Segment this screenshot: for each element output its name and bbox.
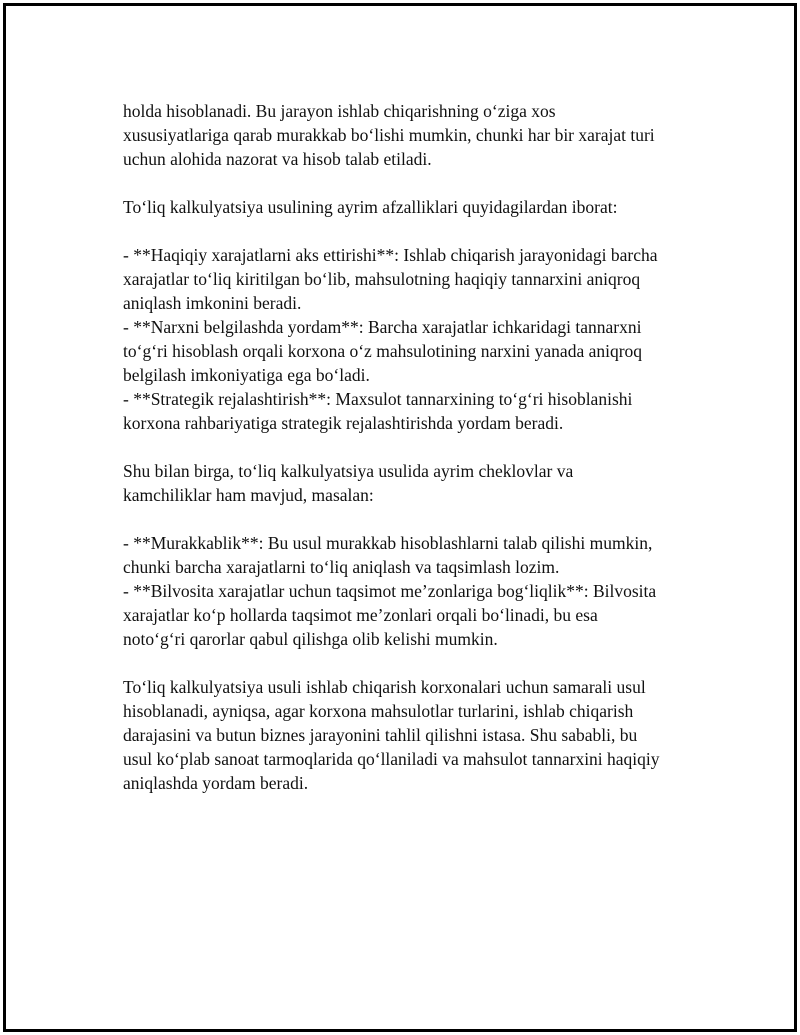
paragraph-gap	[123, 171, 703, 195]
list-item-line: - **Haqiqiy xarajatlarni aks ettirishi**: Ishlab chiqarish jarayonidagi barcha	[123, 245, 658, 265]
list-item-line: belgilash imkoniyatiga ega bo‘ladi.	[123, 365, 370, 385]
list-item-line: to‘g‘ri hisoblash orqali korxona o‘z mahsulotining narxini yanada aniqroq	[123, 341, 643, 361]
text-line: xususiyatlariga qarab murakkab bo‘lishi mumkin, chunki har bir xarajat turi	[123, 125, 655, 145]
paragraph-gap	[123, 507, 703, 531]
list-item-line: - **Narxni belgilashda yordam**: Barcha xarajatlar ichkaridagi tannarxni	[123, 317, 642, 337]
text-line: kamchiliklar ham mavjud, masalan:	[123, 485, 374, 505]
paragraph-gap	[123, 435, 703, 459]
limitations-list	[123, 531, 703, 651]
advantages-list	[123, 243, 703, 435]
paragraph-advantages-intro	[123, 195, 703, 219]
page-frame	[3, 3, 797, 1032]
text-line: Shu bilan birga, to‘liq kalkulyatsiya usulida ayrim cheklovlar va	[123, 461, 574, 481]
list-item-line: - **Bilvosita xarajatlar uchun taqsimot me’zonlariga bog‘liqlik**: Bilvosita	[123, 581, 657, 601]
paragraph-limitations-intro	[123, 459, 703, 507]
text-line: hisoblanadi, ayniqsa, agar korxona mahsulotlar turlarini, ishlab chiqarish	[123, 701, 634, 721]
list-item-line: korxona rahbariyatiga strategik rejalashtirishda yordam beradi.	[123, 413, 564, 433]
text-line: aniqlashda yordam beradi.	[123, 773, 309, 793]
paragraph-gap	[123, 219, 703, 243]
list-item-line: noto‘g‘ri qarorlar qabul qilishga olib kelishi mumkin.	[123, 629, 498, 649]
list-item-line: xarajatlar to‘liq kiritilgan bo‘lib, mahsulotning haqiqiy tannarxini aniqroq	[123, 269, 641, 289]
text-line: holda hisoblanadi. Bu jarayon ishlab chiqarishning o‘ziga xos	[123, 101, 556, 121]
paragraph-continuation	[123, 99, 703, 171]
text-line: uchun alohida nazorat va hisob talab etiladi.	[123, 149, 432, 169]
text-line: To‘liq kalkulyatsiya usulining ayrim afzalliklari quyidagilardan iborat:	[123, 197, 618, 217]
text-line: usul ko‘plab sanoat tarmoqlarida qo‘llaniladi va mahsulot tannarxini haqiqiy	[123, 749, 660, 769]
list-item-line: aniqlash imkonini beradi.	[123, 293, 302, 313]
list-item-line: - **Strategik rejalashtirish**: Maxsulot tannarxining to‘g‘ri hisoblanishi	[123, 389, 633, 409]
list-item-line: chunki barcha xarajatlarni to‘liq aniqlash va taqsimlash lozim.	[123, 557, 560, 577]
paragraph-gap	[123, 651, 703, 675]
document-body	[123, 99, 703, 795]
list-item-line: xarajatlar ko‘p hollarda taqsimot me’zonlari orqali bo‘linadi, bu esa	[123, 605, 598, 625]
paragraph-conclusion	[123, 675, 703, 795]
text-line: darajasini va butun biznes jarayonini tahlil qilishni istasa. Shu sababli, bu	[123, 725, 638, 745]
text-line: To‘liq kalkulyatsiya usuli ishlab chiqarish korxonalari uchun samarali usul	[123, 677, 646, 697]
list-item-line: - **Murakkablik**: Bu usul murakkab hisoblashlarni talab qilishi mumkin,	[123, 533, 653, 553]
